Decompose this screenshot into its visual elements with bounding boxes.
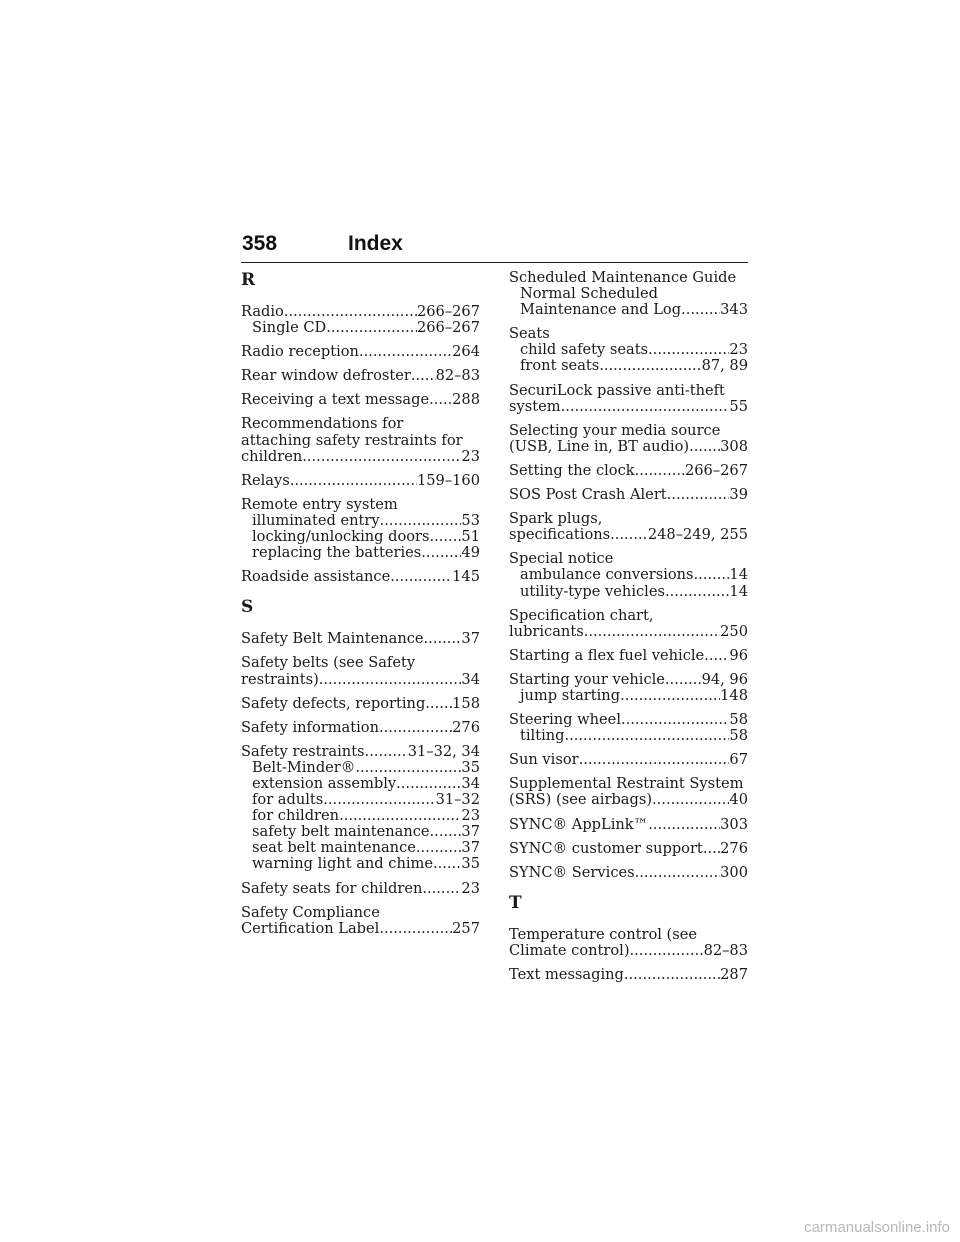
index-entry [509, 383, 748, 415]
index-entry [241, 569, 480, 585]
entry-text: seat belt maintenance [252, 840, 416, 857]
index-entry [509, 551, 748, 599]
page-reference: 266–267 [416, 304, 480, 320]
entry-text: Safety restraints [241, 743, 365, 760]
index-entry [509, 927, 748, 959]
index-subentry [509, 358, 748, 374]
index-subentry [241, 840, 480, 856]
page-reference: 31–32 [435, 792, 480, 809]
page-reference: 37 [461, 824, 480, 841]
entry-text: Remote entry system [241, 496, 398, 513]
dot-leader [379, 720, 452, 736]
page-reference: 23 [461, 808, 480, 825]
page-reference: 14 [729, 583, 748, 600]
index-term [241, 392, 480, 408]
dot-leader [630, 943, 704, 959]
entry-text: Steering wheel [509, 712, 621, 729]
index-term [509, 383, 748, 399]
dot-leader [584, 624, 720, 640]
index-term [241, 449, 480, 465]
index-term [509, 712, 748, 728]
index-entry [509, 270, 748, 318]
page-reference: 257 [452, 920, 480, 937]
index-term [241, 368, 480, 384]
index-subentry [509, 728, 748, 744]
index-entry [241, 744, 480, 873]
index-subentry [241, 776, 480, 792]
index-entry [241, 473, 480, 489]
page-reference: 34 [461, 775, 480, 792]
page-reference: 303 [720, 816, 748, 833]
index-term [509, 817, 748, 833]
index-term [509, 439, 748, 455]
page-reference: 23 [461, 448, 480, 465]
index-term [241, 905, 480, 921]
index-entry [509, 817, 748, 833]
entry-text: SYNC® customer support [509, 840, 703, 857]
index-entry [509, 608, 748, 640]
dot-leader [652, 792, 729, 808]
index-term [241, 416, 480, 432]
index-term [241, 473, 480, 489]
entry-text: attaching safety restraints for [241, 432, 463, 449]
entry-text: Safety Belt Maintenance [241, 631, 424, 648]
dot-leader [648, 342, 729, 358]
index-entry [241, 655, 480, 687]
entry-text: SYNC® AppLink™ [509, 816, 649, 833]
dot-leader [635, 463, 685, 479]
entry-text: Relays [241, 472, 290, 489]
entry-text: child safety seats [520, 342, 649, 359]
page-reference: 49 [461, 545, 480, 562]
page-reference: 87, 89 [701, 358, 748, 375]
page-reference: 58 [729, 712, 748, 729]
dot-leader [694, 567, 730, 583]
index-term [241, 344, 480, 360]
entry-text: Scheduled Maintenance Guide [509, 270, 737, 286]
index-subentry [241, 760, 480, 776]
index-term [241, 744, 480, 760]
dot-leader [703, 841, 720, 857]
index-subentry [509, 688, 748, 704]
entry-text: Safety Compliance [241, 904, 380, 921]
entry-text: Starting a flex fuel vehicle [509, 647, 705, 664]
index-term [509, 551, 748, 567]
dot-leader [323, 792, 435, 808]
dot-leader [339, 808, 461, 824]
index-subentry [241, 792, 480, 808]
entry-text: (USB, Line in, BT audio) [509, 438, 690, 455]
index-entry [241, 905, 480, 937]
dot-leader [579, 752, 730, 768]
index-term [241, 631, 480, 647]
index-term [241, 720, 480, 736]
entry-text: Maintenance and Log [520, 302, 682, 319]
dot-leader [355, 760, 461, 776]
page-reference: 287 [720, 967, 748, 983]
page-reference: 37 [461, 840, 480, 857]
index-term [509, 927, 748, 943]
dot-leader [681, 302, 720, 318]
entry-text: specifications [509, 527, 611, 544]
entry-text: Receiving a text message [241, 392, 430, 409]
index-term [241, 304, 480, 320]
dot-leader [359, 344, 452, 360]
page-reference: 158 [452, 695, 480, 712]
page-reference: 23 [461, 880, 480, 897]
dot-leader [429, 392, 452, 408]
index-term [241, 569, 480, 585]
index-term [509, 792, 748, 808]
entry-text: Selecting your media source [509, 422, 721, 439]
index-entry [241, 344, 480, 360]
entry-text: Specification chart, [509, 607, 654, 624]
index-entry [509, 672, 748, 704]
dot-leader [396, 776, 461, 792]
dot-leader [620, 688, 720, 704]
index-entry [241, 881, 480, 897]
entry-text: SecuriLock passive anti-theft [509, 382, 725, 399]
entry-text: SYNC® Services [509, 864, 635, 881]
dot-leader [430, 529, 462, 545]
entry-text: extension assembly [252, 775, 397, 792]
dot-leader [424, 631, 462, 647]
index-term [241, 655, 480, 671]
entry-text: replacing the batteries [252, 545, 422, 562]
index-entry [509, 712, 748, 744]
index-term [509, 841, 748, 857]
page-reference: 40 [729, 792, 748, 809]
index-term [509, 511, 748, 527]
entry-text: for children [252, 808, 340, 825]
index-entry [509, 967, 748, 983]
entry-text: Supplemental Restraint System [509, 776, 744, 793]
entry-text: Radio [241, 304, 284, 320]
index-entry [509, 841, 748, 857]
index-term [509, 943, 748, 959]
page-reference: 94, 96 [701, 671, 748, 688]
page-reference: 34 [461, 671, 480, 688]
index-entry [509, 776, 748, 808]
dot-leader [290, 473, 417, 489]
page-reference: 300 [720, 864, 748, 881]
entry-text: system [509, 398, 561, 415]
page-reference: 248–249, 255 [647, 527, 748, 544]
dot-leader [561, 399, 730, 415]
index-entry [509, 865, 748, 881]
index-term [509, 423, 748, 439]
page-reference: 343 [720, 302, 748, 319]
entry-text: Certification Label [241, 920, 380, 937]
index-term [509, 527, 748, 543]
index-term [509, 967, 748, 983]
index-term [241, 921, 480, 937]
dot-leader [621, 712, 729, 728]
index-term [241, 881, 480, 897]
section-letter: R [241, 270, 256, 290]
page-reference: 67 [729, 752, 748, 769]
page-reference: 276 [720, 840, 748, 857]
dot-leader [610, 527, 648, 543]
page-reference: 264 [452, 344, 480, 361]
index-entry [509, 648, 748, 664]
entry-text: Single CD [252, 320, 327, 337]
index-entry [509, 463, 748, 479]
entry-text: warning light and chime [252, 856, 433, 873]
dot-leader [379, 921, 452, 937]
entry-text: lubricants [509, 623, 584, 640]
section-letter: T [509, 892, 522, 913]
index-entry [509, 511, 748, 543]
index-entry [509, 752, 748, 768]
page-reference: 58 [729, 728, 748, 745]
page-reference: 35 [461, 759, 480, 776]
entry-text: Starting your vehicle [509, 671, 665, 688]
page-reference: 308 [720, 438, 748, 455]
entry-text: Seats [509, 326, 550, 343]
dot-leader [648, 817, 720, 833]
index-subentry [241, 808, 480, 824]
dot-leader [425, 696, 452, 712]
entry-text: safety belt maintenance [252, 824, 430, 841]
dot-leader [665, 584, 729, 600]
page-reference: 148 [720, 687, 748, 704]
page-reference: 23 [729, 342, 748, 359]
entry-text: locking/unlocking doors [252, 529, 430, 546]
page-title: Index [348, 232, 403, 255]
page-reference: 31–32, 34 [407, 743, 480, 760]
dot-leader [326, 320, 417, 336]
index-entry [241, 392, 480, 408]
entry-text: Roadside assistance [241, 569, 391, 586]
index-subentry [509, 302, 748, 318]
entry-text: Normal Scheduled [520, 286, 658, 303]
watermark: carmanualsonline.info [804, 1219, 950, 1236]
entry-text: Rear window defroster [241, 368, 411, 385]
index-term [241, 497, 480, 513]
index-term [509, 624, 748, 640]
dot-leader [624, 967, 720, 983]
index-term [509, 865, 748, 881]
index-term [241, 696, 480, 712]
entry-text: (SRS) (see airbags) [509, 792, 653, 809]
dot-leader [284, 304, 417, 320]
page-number: 358 [242, 232, 278, 255]
page-reference: 82–83 [435, 368, 480, 385]
dot-leader [667, 487, 730, 503]
entry-text: Safety information [241, 719, 379, 736]
entry-text: front seats [520, 358, 600, 375]
dot-leader [411, 368, 436, 384]
page-reference: 37 [461, 631, 480, 648]
index-subentry [241, 320, 480, 336]
index-subentry [241, 856, 480, 872]
dot-leader [390, 569, 452, 585]
entry-text: ambulance conversions [520, 567, 694, 584]
page-reference: 51 [461, 529, 480, 546]
page-reference: 82–83 [703, 942, 748, 959]
entry-text: Safety seats for children [241, 880, 423, 897]
index-term [509, 608, 748, 624]
entry-text: for adults [252, 792, 324, 809]
index-entry [241, 696, 480, 712]
entry-text: SOS Post Crash Alert [509, 487, 667, 504]
entry-text: Setting the clock [509, 462, 635, 479]
dot-leader [302, 449, 461, 465]
entry-text: restraints) [241, 671, 319, 688]
index-term [509, 776, 748, 792]
index-term [509, 463, 748, 479]
index-subentry [241, 529, 480, 545]
index-entry [241, 497, 480, 561]
dot-leader [380, 513, 462, 529]
index-term [241, 433, 480, 449]
section-letter: S [241, 597, 254, 618]
entry-text: Safety defects, reporting [241, 695, 426, 712]
dot-leader [689, 439, 720, 455]
page-reference: 288 [452, 392, 480, 409]
entry-text: Special notice [509, 551, 614, 568]
index-term [509, 648, 748, 664]
entry-text: utility-type vehicles [520, 583, 665, 600]
entry-text: jump starting [520, 687, 621, 704]
dot-leader [421, 545, 461, 561]
index-subentry [509, 567, 748, 583]
dot-leader [704, 648, 729, 664]
entry-text: children [241, 448, 303, 465]
page-reference: 159–160 [416, 472, 480, 489]
dot-leader [599, 358, 701, 374]
dot-leader [422, 881, 461, 897]
dot-leader [433, 856, 461, 872]
index-term [509, 487, 748, 503]
page-reference: 14 [729, 567, 748, 584]
index-entry [509, 326, 748, 374]
index-subentry [241, 513, 480, 529]
page-reference: 266–267 [416, 320, 480, 337]
dot-leader [365, 744, 408, 760]
entry-text: Radio reception [241, 344, 359, 361]
index-subentry [509, 342, 748, 358]
page-reference: 39 [729, 487, 748, 504]
index-entry [241, 720, 480, 736]
entry-text: Text messaging [509, 967, 624, 983]
dot-leader [430, 824, 462, 840]
index-term [509, 752, 748, 768]
index-column-right [509, 270, 748, 991]
index-subentry [241, 545, 480, 561]
page-reference: 55 [729, 398, 748, 415]
index-entry [241, 416, 480, 464]
index-column-left [241, 270, 480, 945]
index-entry [241, 304, 480, 336]
index-term [241, 672, 480, 688]
dot-leader [564, 728, 729, 744]
entry-text: Climate control) [509, 942, 630, 959]
index-entry [241, 631, 480, 647]
index-entry [241, 368, 480, 384]
page-reference: 145 [452, 569, 480, 586]
entry-text: tilting [520, 728, 565, 745]
index-entry [509, 423, 748, 455]
page-reference: 53 [461, 512, 480, 529]
entry-text: Recommendations for [241, 416, 404, 433]
entry-text: Safety belts (see Safety [241, 655, 416, 672]
entry-text: illuminated entry [252, 512, 380, 529]
index-entry [509, 487, 748, 503]
index-term [509, 326, 748, 342]
index-subentry [509, 286, 748, 302]
dot-leader [319, 672, 462, 688]
entry-text: Sun visor [509, 752, 579, 769]
dot-leader [635, 865, 721, 881]
page-reference: 96 [729, 647, 748, 664]
index-subentry [509, 584, 748, 600]
index-subentry [241, 824, 480, 840]
dot-leader [416, 840, 462, 856]
entry-text: Spark plugs, [509, 511, 603, 528]
page-header [241, 228, 748, 263]
index-term [509, 270, 748, 286]
page-reference: 266–267 [684, 462, 748, 479]
entry-text: Temperature control (see [509, 926, 697, 943]
page-reference: 250 [720, 623, 748, 640]
entry-text: Belt-Minder® [252, 759, 356, 776]
index-term [509, 672, 748, 688]
dot-leader [665, 672, 702, 688]
index-term [509, 399, 748, 415]
page-reference: 35 [461, 856, 480, 873]
page-reference: 276 [452, 719, 480, 736]
